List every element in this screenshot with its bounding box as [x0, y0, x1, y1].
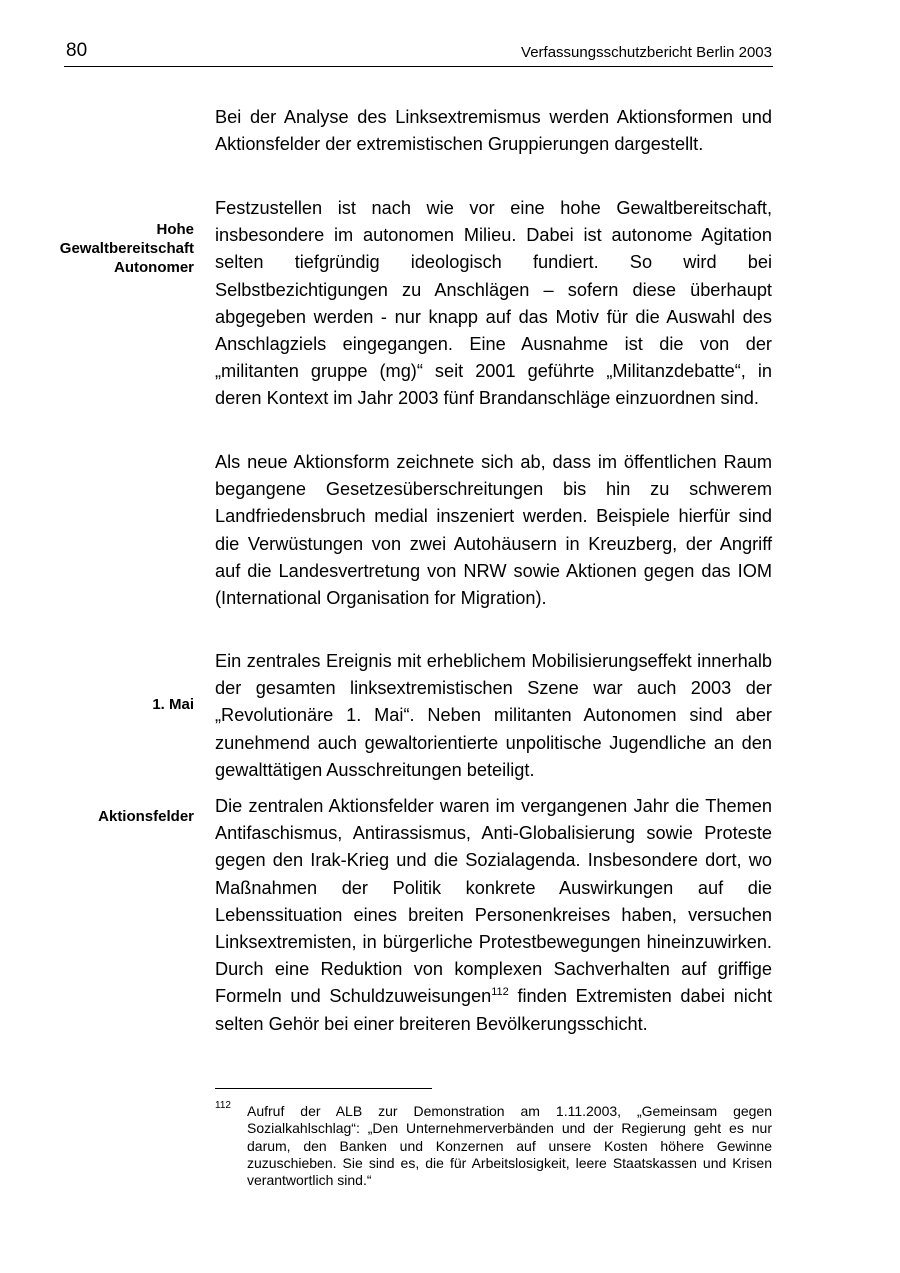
header-rule: [64, 66, 773, 67]
running-header: Verfassungsschutzbericht Berlin 2003: [521, 44, 772, 61]
paragraph-text: finden Extremisten dabei nicht selten Gehör bei einer breiteren Bevölkerungsschicht.: [215, 986, 772, 1034]
margin-note-1-mai: 1. Mai: [152, 696, 194, 713]
paragraph-text: Die zentralen Aktionsfelder waren im vergangenen Jahr die Themen Antifaschismus, Antirassismus, Anti-Globalisierung sowie Proteste gegen den Irak-Krieg und die Sozialagenda. Insbesondere dort, wo Maßnahmen der Politik konkrete Auswirkungen auf die Lebenssituation eines breiten Personenkreises haben, versuchen Linksextremisten, in bürgerliche Protestbewegungen hineinzuwirken. Durch eine Reduktion von komplexen Sachverhalten auf griffige Formeln und Schuldzuweisungen: [215, 796, 772, 1007]
margin-note-line: Autonomer: [114, 259, 194, 276]
margin-note-aktionsfelder: Aktionsfelder: [98, 808, 194, 825]
margin-note-line: Gewaltbereitschaft: [59, 240, 194, 257]
footnote-number: 112: [215, 1100, 231, 1111]
margin-note-gewaltbereitschaft: [14, 220, 194, 277]
footnote-rule: [215, 1088, 432, 1089]
margin-note-line: Hohe: [156, 221, 194, 238]
paragraph-gewaltbereitschaft: Festzustellen ist nach wie vor eine hohe Gewaltbereitschaft, insbesondere im autonomen Milieu. Dabei ist autonome Agitation selten tiefgründig ideologisch fundiert. So wird bei Selbstbezichtigungen zu Anschlägen – sofern diese überhaupt abgegeben werden - nur knapp auf das Motiv für die Auswahl des Anschlagziels eingegangen. Eine Ausnahme ist die von der „militanten gruppe (mg)“ seit 2001 geführte „Militanzdebatte“, in deren Kontext im Jahr 2003 fünf Brandanschläge einzuordnen sind.: [215, 198, 772, 409]
footnote-reference: 112: [491, 986, 509, 999]
paragraph-intro: Bei der Analyse des Linksextremismus werden Aktionsformen und Aktionsfelder der extremistischen Gruppierungen dargestellt.: [215, 107, 772, 155]
paragraph-aktionsform: Als neue Aktionsform zeichnete sich ab, dass im öffentlichen Raum begangene Gesetzesüberschreitungen bis hin zu schwerem Landfriedensbruch medial inszeniert werden. Beispiele hierfür sind die Verwüstungen von zwei Autohäusern in Kreuzberg, der Angriff auf die Landesvertretung von NRW sowie Aktionen gegen das IOM (International Organisation for Migration).: [215, 452, 772, 609]
footnote-text: Aufruf der ALB zur Demonstration am 1.11.2003, „Gemeinsam gegen Sozialkahlschlag“: „Den Unternehmerverbänden und der Regierung geht es nur darum, den Banken und Konzernen auf unsere Kosten höhere Gewinne zuzuschieben. Sie sind es, die für Arbeitslosigkeit, leere Staatskassen und Krisen verantwortlich sind.“: [247, 1103, 772, 1189]
page-number: 80: [66, 40, 88, 61]
paragraph-1-mai: Ein zentrales Ereignis mit erheblichem Mobilisierungseffekt innerhalb der gesamten linksextremistischen Szene war auch 2003 der „Revolutionäre 1. Mai“. Neben militanten Autonomen sind aber zunehmend auch gewaltorientierte unpolitische Jugendliche an den gewalttätigen Ausschreitungen beteiligt.: [215, 651, 772, 780]
paragraph-aktionsfelder: [215, 793, 772, 1038]
